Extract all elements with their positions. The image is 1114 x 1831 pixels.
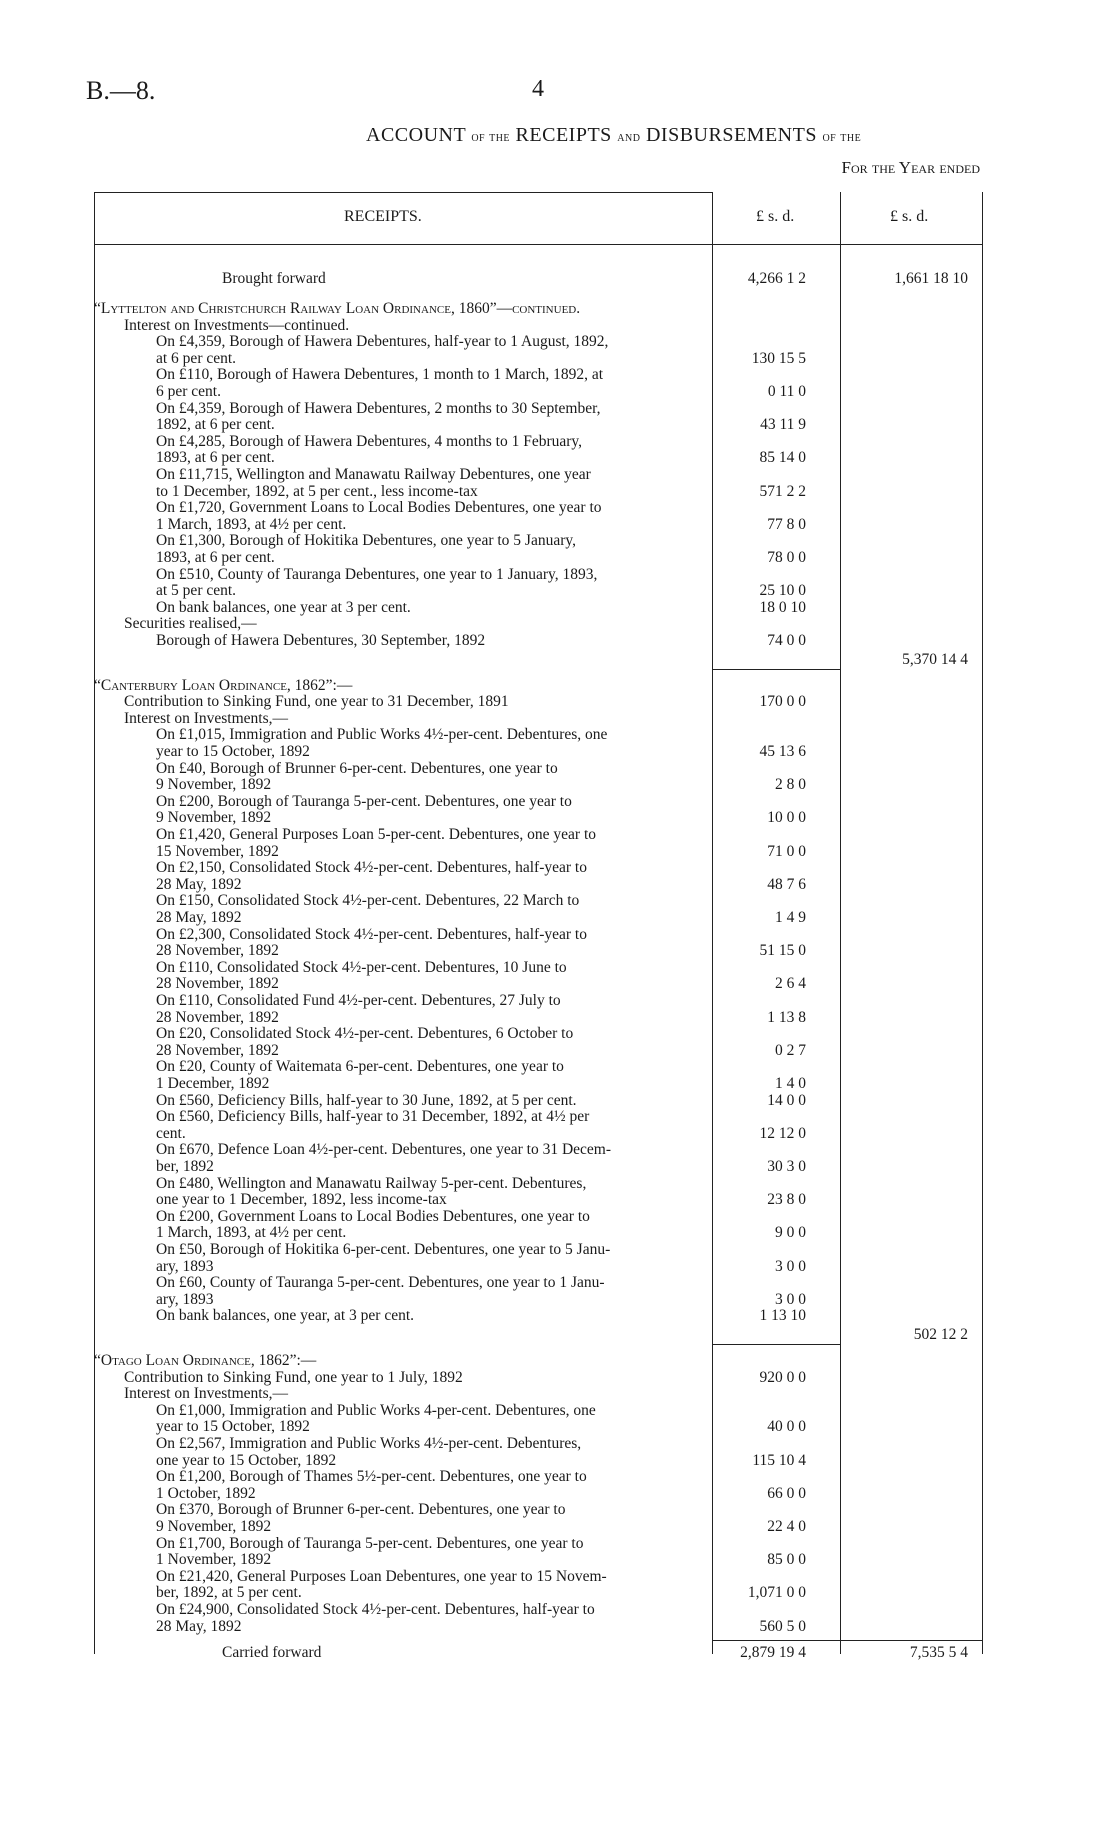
line-item: Interest on Investments,— [124, 709, 289, 727]
header-rule [94, 244, 982, 245]
line-item-continued: 1893, at 6 per cent. [156, 449, 275, 467]
line-item: On £510, County of Tauranga Debentures, one year to 1 January, 1893, [156, 565, 598, 583]
line-item: On £200, Government Loans to Local Bodies Debentures, one year to [156, 1207, 590, 1225]
rule [712, 1344, 840, 1345]
section-heading: “Otago Loan Ordinance, 1862”:— [94, 1352, 317, 1369]
line-item: On £110, Consolidated Fund 4½-per-cent. Debentures, 27 July to [156, 992, 561, 1009]
column-divider [840, 192, 841, 1654]
amount-cell: 2,879 19 4 [740, 1644, 806, 1662]
amount-cell: 9 0 0 [775, 1224, 806, 1242]
line-item-continued: ber, 1892, at 5 per cent. [156, 1584, 302, 1602]
line-item-continued: 28 May, 1892 [156, 875, 242, 893]
line-item: On bank balances, one year, at 3 per cent. [156, 1307, 415, 1325]
rule [712, 1640, 982, 1641]
line-item: On £370, Borough of Brunner 6-per-cent. Debentures, one year to [156, 1501, 566, 1519]
line-item: On £1,700, Borough of Tauranga 5-per-cent. Debentures, one year to [156, 1534, 584, 1552]
line-item: On £20, Consolidated Stock 4½-per-cent. Debentures, 6 October to [156, 1025, 574, 1043]
line-item-continued: 28 November, 1892 [156, 942, 279, 960]
amount-cell: 115 10 4 [752, 1451, 806, 1469]
line-item-continued: 28 May, 1892 [156, 909, 242, 926]
line-item: On £1,720, Government Loans to Local Bodies Debentures, one year to [156, 499, 602, 517]
line-item: On £110, Consolidated Stock 4½-per-cent. Debentures, 10 June to [156, 958, 567, 976]
amount-cell: 1,071 0 0 [747, 1584, 806, 1602]
amount-cell: 22 4 0 [767, 1518, 806, 1535]
line-item: On £60, County of Tauranga 5-per-cent. Debentures, one year to 1 Janu- [156, 1274, 605, 1292]
line-item: On £480, Wellington and Manawatu Railway 5-per-cent. Debentures, [156, 1174, 587, 1192]
amount-cell: 12 12 0 [759, 1124, 806, 1142]
amount-cell: 560 5 0 [759, 1617, 806, 1635]
line-item-continued: 1 March, 1893, at 4½ per cent. [156, 515, 347, 533]
amount-cell: 1 13 10 [759, 1307, 806, 1325]
line-item: On bank balances, one year at 3 per cent. [156, 598, 411, 616]
line-item: Borough of Hawera Debentures, 30 September, 1892 [156, 632, 486, 649]
page-number: 4 [532, 76, 544, 102]
amount-cell: 85 14 0 [759, 449, 806, 467]
amount-cell: 77 8 0 [767, 515, 806, 533]
line-item: On £1,200, Borough of Thames 5½-per-cent. Debentures, one year to [156, 1468, 587, 1486]
line-item-continued: 1893, at 6 per cent. [156, 549, 275, 566]
amount-cell: 1 13 8 [767, 1008, 806, 1026]
line-item: On £200, Borough of Tauranga 5-per-cent. Debentures, one year to [156, 792, 572, 810]
brought-forward-total: 1,661 18 10 [894, 270, 968, 287]
line-item: On £2,150, Consolidated Stock 4½-per-cent. Debentures, half-year to [156, 859, 587, 877]
receipts-table [94, 192, 982, 1662]
line-item: Contribution to Sinking Fund, one year to 31 December, 1891 [124, 693, 509, 711]
line-item-continued: 28 November, 1892 [156, 975, 279, 993]
line-item: On £20, County of Waitemata 6-per-cent. Debentures, one year to [156, 1058, 564, 1076]
receipts-column-header: RECEIPTS. [344, 208, 422, 225]
amount-cell: 130 15 5 [751, 349, 806, 367]
line-item: On £21,420, General Purposes Loan Debentures, one year to 15 Novem- [156, 1567, 607, 1585]
line-item-continued: cent. [156, 1124, 186, 1142]
line-item-continued: 9 November, 1892 [156, 1518, 272, 1535]
brought-forward-label: Brought forward [222, 270, 326, 287]
amount-cell: 40 0 0 [767, 1418, 806, 1436]
line-item-continued: one year to 1 December, 1892, less income-tax [156, 1191, 447, 1209]
amount-cell: 4,266 1 2 [747, 270, 806, 287]
amount-cell: 2 6 4 [775, 975, 806, 993]
amount-cell: 18 0 10 [759, 598, 806, 616]
amount-cell: 74 0 0 [767, 632, 806, 649]
line-item-continued: to 1 December, 1892, at 5 per cent., less income-tax [156, 482, 478, 500]
line-item-continued: ary, 1893 [156, 1290, 214, 1308]
line-item-continued: year to 15 October, 1892 [156, 1418, 310, 1436]
amount-cell: 571 2 2 [759, 482, 806, 500]
carried-forward-total: 7,535 5 4 [909, 1644, 968, 1662]
amount-cell: 51 15 0 [759, 942, 806, 960]
table-border-left [94, 192, 95, 1654]
amount-cell: 1 4 9 [775, 909, 806, 926]
amount-cell: 14 0 0 [767, 1091, 806, 1109]
line-item: On £40, Borough of Brunner 6-per-cent. Debentures, one year to [156, 759, 558, 777]
table-top-rule [94, 192, 712, 193]
amount-cell: 0 11 0 [767, 383, 806, 400]
line-item-continued: at 5 per cent. [156, 582, 237, 600]
section-heading: “Canterbury Loan Ordinance, 1862”:— [94, 676, 353, 694]
amount-cell: 25 10 0 [759, 582, 806, 600]
line-item: On £4,359, Borough of Hawera Debentures, half-year to 1 August, 1892, [156, 333, 609, 351]
line-item: On £2,567, Immigration and Public Works 4½-per-cent. Debentures, [156, 1435, 582, 1452]
line-item-continued: 28 May, 1892 [156, 1617, 242, 1635]
line-item-continued: ary, 1893 [156, 1257, 214, 1275]
table-border-right [982, 192, 983, 1654]
section-total: 5,370 14 4 [902, 650, 968, 668]
line-item: On £560, Deficiency Bills, half-year to 30 June, 1892, at 5 per cent. [156, 1091, 577, 1109]
page-subtitle: For the Year ended [841, 158, 980, 177]
lsd-column-header: £ s. d. [756, 208, 795, 225]
line-item-continued: 28 November, 1892 [156, 1041, 279, 1059]
line-item-continued: 9 November, 1892 [156, 809, 272, 827]
amount-cell: 2 8 0 [775, 776, 806, 794]
line-item-continued: year to 15 October, 1892 [156, 743, 310, 760]
line-item-continued: at 6 per cent. [156, 349, 237, 367]
amount-cell: 85 0 0 [767, 1551, 806, 1569]
amount-cell: 920 0 0 [759, 1368, 806, 1386]
line-item: Interest on Investments,— [124, 1385, 289, 1403]
line-item: On £110, Borough of Hawera Debentures, 1 month to 1 March, 1892, at [156, 366, 604, 384]
line-item: On £560, Deficiency Bills, half-year to 31 December, 1892, at 4½ per [156, 1108, 590, 1126]
amount-cell: 1 4 0 [775, 1075, 806, 1092]
line-item-continued: 1 March, 1893, at 4½ per cent. [156, 1224, 347, 1242]
amount-cell: 23 8 0 [767, 1191, 806, 1209]
line-item: On £1,420, General Purposes Loan 5-per-cent. Debentures, one year to [156, 826, 597, 843]
line-item: On £150, Consolidated Stock 4½-per-cent. Debentures, 22 March to [156, 892, 580, 910]
line-item: On £4,359, Borough of Hawera Debentures, 2 months to 30 September, [156, 399, 601, 417]
amount-cell: 71 0 0 [767, 842, 806, 860]
line-item: On £2,300, Consolidated Stock 4½-per-cent. Debentures, half-year to [156, 925, 587, 943]
line-item-continued: 9 November, 1892 [156, 776, 272, 794]
line-item: Contribution to Sinking Fund, one year to 1 July, 1892 [124, 1368, 463, 1386]
amount-cell: 3 0 0 [775, 1290, 806, 1308]
line-item: Securities realised,— [124, 615, 257, 633]
amount-cell: 30 3 0 [767, 1158, 806, 1175]
line-item-continued: 1892, at 6 per cent. [156, 416, 275, 434]
amount-cell: 3 0 0 [775, 1257, 806, 1275]
rule [712, 669, 840, 670]
lsd-total-column-header: £ s. d. [890, 208, 929, 225]
line-item: On £1,300, Borough of Hokitika Debentures, one year to 5 January, [156, 532, 576, 550]
section-heading: “Lyttelton and Christchurch Railway Loan Ordinance, 1860”—continued. [94, 300, 581, 317]
line-item-continued: 6 per cent. [156, 383, 221, 400]
line-item: On £24,900, Consolidated Stock 4½-per-cent. Debentures, half-year to [156, 1601, 595, 1618]
amount-cell: 43 11 9 [760, 416, 806, 434]
line-item-continued: one year to 15 October, 1892 [156, 1451, 337, 1469]
line-item: On £4,285, Borough of Hawera Debentures, 4 months to 1 February, [156, 432, 583, 450]
amount-cell: 66 0 0 [767, 1484, 806, 1502]
line-item: On £11,715, Wellington and Manawatu Railway Debentures, one year [156, 466, 591, 483]
line-item-continued: 1 December, 1892 [156, 1075, 270, 1092]
section-subheading: Interest on Investments—continued. [124, 316, 350, 334]
amount-cell: 0 2 7 [775, 1041, 806, 1059]
line-item: On £1,000, Immigration and Public Works 4-per-cent. Debentures, one [156, 1401, 596, 1419]
amount-cell: 78 0 0 [767, 549, 806, 566]
line-item-continued: 28 November, 1892 [156, 1008, 279, 1026]
line-item-continued: 15 November, 1892 [156, 842, 279, 860]
line-item-continued: 1 November, 1892 [156, 1551, 272, 1569]
line-item-continued: 1 October, 1892 [156, 1484, 256, 1502]
line-item-continued: ber, 1892 [156, 1158, 214, 1175]
page-title: ACCOUNT of the RECEIPTS and DISBURSEMENTS of the [366, 124, 862, 146]
amount-cell: 10 0 0 [767, 809, 806, 827]
carried-forward-label: Carried forward [222, 1644, 322, 1662]
amount-cell: 45 13 6 [759, 743, 806, 760]
amount-cell: 48 7 6 [767, 875, 806, 893]
amount-cell: 170 0 0 [759, 693, 806, 711]
line-item: On £50, Borough of Hokitika 6-per-cent. Debentures, one year to 5 Janu- [156, 1241, 611, 1258]
section-total: 502 12 2 [913, 1326, 968, 1343]
line-item: On £1,015, Immigration and Public Works 4½-per-cent. Debentures, one [156, 726, 608, 744]
line-item: On £670, Defence Loan 4½-per-cent. Debentures, one year to 31 Decem- [156, 1141, 612, 1159]
page-reference: B.—8. [86, 76, 156, 105]
